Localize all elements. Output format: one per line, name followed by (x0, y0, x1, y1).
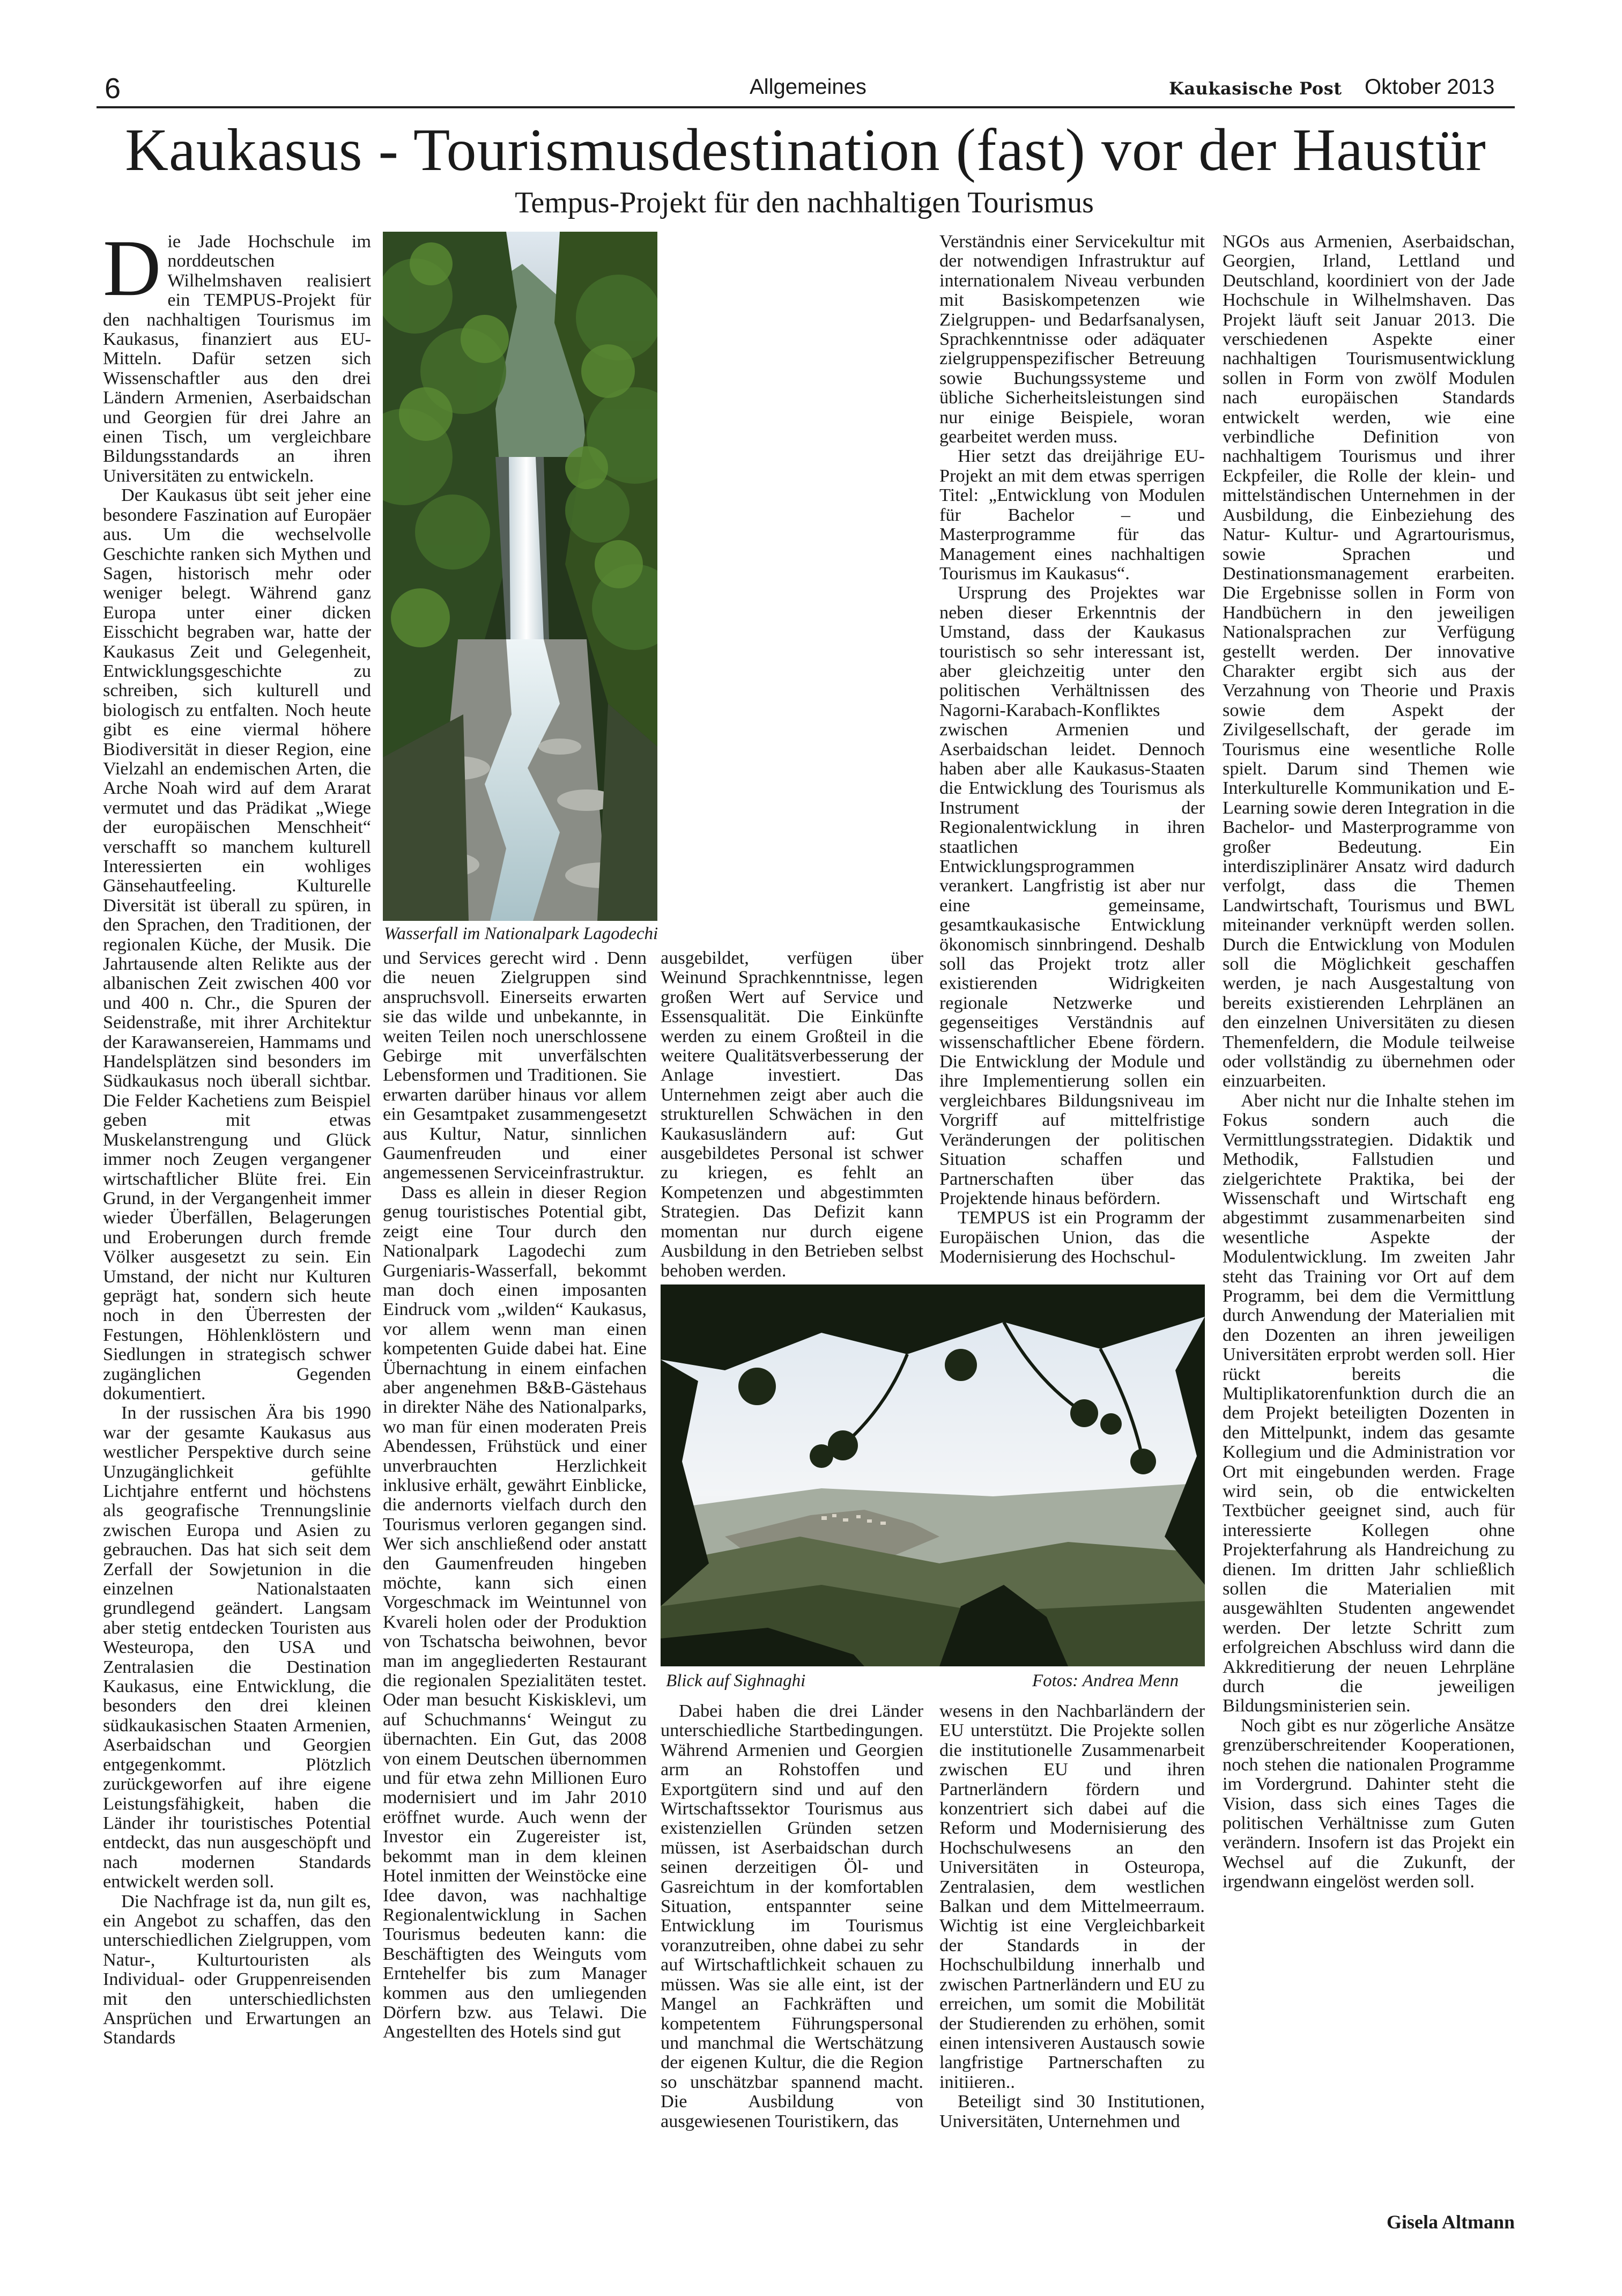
text-column-5 (1223, 232, 1515, 2208)
paragraph: In der russischen Ära bis 1990 war der gesamte Kaukasus aus westlicher Perspektive durch seine Unzugänglichkeit gefühlte Lichtjahre entfernt und höchstens als geografische Trennungslinie zwischen Europa und Asien zu gebrauchen. Das hat sich seit dem Zerfall der Sowjetunion in die einzelnen Nationalstaaten grundlegend geändert. Langsam aber stetig entdecken Touristen aus Westeuropa, den USA und Zentralasien die Destination Kaukasus, eine Entwicklung, die besonders den drei kleinen südkaukasischen Staaten Armenien, Aserbaidschan und Georgien entgegenkommt. Plötzlich zurückgeworfen auf ihre eigene Leistungsfähigkeit, haben die Länder ihr touristisches Potential entdeckt, das nun ausgeschöpft und nach modernen Standards entwickelt werden soll. (103, 1402, 371, 1892)
paragraph: ie Jade Hochschule im norddeutschen Wilhelmshaven realisiert ein TEMPUS-Projekt für den nachhaltigen Tourismus im Kaukasus, finanziert aus EU-Mitteln. Dafür setzen sich Wissenschaftler aus den drei Ländern Armenien, Aserbaidschan und Georgien für drei Jahre an einen Tisch, um vergleichbare Bildungsstandards an ihren Universitäten zu entwickeln. (103, 232, 371, 486)
text-column-4-upper (939, 232, 1205, 1282)
sighnaghi-caption: Blick auf Sighnaghi (666, 1671, 806, 1690)
paragraph: und Services gerecht wird . Denn die neuen Zielgruppen sind anspruchsvoll. Einerseits erwarten sie das wilde und unbekannte, in weiten Teilen noch unerschlossene Gebirge mit unverfälschten Lebensformen und Traditionen. Sie erwarten darüber hinaus vor allem ein Gesamtpaket zusammengesetzt aus Kultur, Natur, sinnlichen Gaumenfreuden und einer angemessenen Serviceinfrastruktur. (383, 948, 647, 1183)
article-subtitle: Tempus-Projekt für den nachhaltigen Tourismus (515, 186, 1094, 219)
author-signature: Gisela Altmann (1386, 2211, 1515, 2233)
drop-cap: D (103, 232, 161, 313)
newspaper-masthead: Kaukasische Post (1169, 78, 1342, 99)
paragraph: Der Kaukasus übt seit jeher eine besondere Faszination auf Europäer aus. Um die wechselvolle Geschichte ranken sich Mythen und Sagen, historisch mehr oder weniger belegt. Während ganz Europa unter einer dicken Eisschicht begraben war, hatte der Kaukasus Zeit und Gelegenheit, Entwicklungsgeschichte zu schreiben, sich kulturell und biologisch zu entfalten. Noch heute gibt es eine viermal höhere Biodiversität in dieser Region, eine Vielzahl an endemischen Arten, die Arche Noah wird auf dem Ararat vermutet und das Prädikat „Wiege der europäischen Menschheit“ verschafft so manchem kulturell Interessierten ein wohliges Gänsehautfeeling. Kulturelle Diversität ist überall zu spüren, in den Sprachen, den Traditionen, der regionalen Küche, der Musik. Die Jahrtausende alten Relikte aus der albanischen Zeit zwischen 400 vor und 400 n. Chr., die Spuren der Seidenstraße, mit ihrer Architektur der Karawansereien, Hammams und Handelsplätzen sind besonders im Südkaukasus noch überall sichtbar. Die Felder Kachetiens zum Beispiel geben mit etwas Muskelanstrengung und Glück immer noch Zeugen vergangener wirtschaftlicher Blüte frei. Ein Grund, in der Vergangenheit immer wieder Überfällen, Belagerungen und Eroberungen durch fremde Völker ausgesetzt zu sein. Ein Umstand, der nicht nur Kulturen geprägt hat, sondern sich heute noch in den Überresten der Festungen, Höhlenklöstern und Siedlungen in strategisch schwer zugänglichen Gegenden dokumentiert. (103, 485, 371, 1404)
paragraph: Hier setzt das dreijährige EU-Projekt an mit dem etwas sperrigen Titel: „Entwicklung von Modulen für Bachelor – und Masterprogramme für das Management eines nachhaltigen Tourismus im Kaukasus“. (939, 446, 1205, 584)
paragraph: Dass es allein in dieser Region genug touristisches Potential gibt, zeigt eine Tour durch den Nationalpark Lagodechi zum Gurgeniaris-Wasserfall, bekommt man doch einen imposanten Eindruck vom „wilden“ Kaukasus, vor allem wenn man einen kompetenten Guide dabei hat. Eine Übernachtung in einem einfachen aber angenehmen B&B-Gästehaus in direkter Nähe des Nationalparks, wo man für einen moderaten Preis Abendessen, Frühstück und einer unverbrauchten Herzlichkeit inklusive erhält, gewährt Einblicke, die andernorts vielfach durch den Tourismus verloren gegangen sind. Wer sich anschließend oder anstatt den Gaumenfreuden hingeben möchte, kann sich einen Vorgeschmack im Weintunnel von Kvareli holen oder der Produktion von Tschatscha beiwohnen, bevor man im angegliederten Restaurant die regionalen Spezialitäten testet. Oder man besucht Kiskisklevi, um auf Schuchmanns‘ Weingut zu übernachten. Ein Gut, das 2008 von einem Deutschen übernommen und für etwa zehn Millionen Euro modernisiert und im Jahr 2010 eröffnet wurde. Auch wenn der Investor ein Zugereister ist, bekommt man in dem kleinen Hotel inmitten der Weinstöcke eine Idee davon, was nachhaltige Regionalentwicklung in Sachen Tourismus bedeuten kann: die Beschäftigten des Weinguts vom Erntehelfer bis zum Manager kommen aus den umliegenden Dörfern bzw. aus Telawi. Die Angestellten des Hotels sind gut (383, 1182, 647, 2042)
paragraph: Dabei haben die drei Länder unterschiedliche Startbedingungen. Während Armenien und Georgien arm an Rohstoffen und Exportgütern sind und auf den Wirtschaftssektor Tourismus aus existenziellen Gründen setzen müssen, ist Aserbaidschan durch seinen derzeitigen Öl- und Gasreichtum in der komfortablen Situation, entspannter seine Entwicklung im Tourismus voranzutreiben, ohne dabei zu sehr auf Wirtschaftlichkeit schauen zu müssen. Was sie alle eint, ist der Mangel an Fachkräften und kompetentem Führungspersonal und manchmal die Wertschätzung der eigenen Kultur, die die Region so unschätzbar spannend macht. Die Ausbildung von ausgewiesenen Touristikern, das (661, 1701, 923, 2131)
article-title: Kaukasus - Tourismusdestination (fast) vor der Haustür (125, 117, 1486, 183)
paragraph: Noch gibt es nur zögerliche Ansätze grenzüberschreitender Kooperationen, noch stehen die nationalen Programme im Vordergrund. Dahinter steht die Vision, dass sich eines Tages die politischen Verhältnisse zum Guten verändern. Insofern ist das Projekt ein Wechsel auf die Zukunft, der irgendwann eingelöst werden soll. (1223, 1715, 1515, 1892)
text-column-4-lower (939, 1701, 1205, 2216)
waterfall-photo (383, 232, 657, 921)
section-name: Allgemeines (750, 75, 866, 99)
issue-date: Oktober 2013 (1365, 75, 1495, 99)
sighnaghi-photo (661, 1284, 1205, 1666)
text-column-1 (103, 232, 371, 2216)
paragraph: Verständnis einer Servicekultur mit der notwendigen Infrastruktur auf internationalem Niveau verbunden mit Basiskompetenzen wie Zielgruppen- und Bedarfsanalysen, Sprachkenntnisse oder adäquater zielgruppenspezifischer Betreuung sowie Buchungssysteme und übliche Sicherheitsleistungen sind nur einige Beispiele, woran gearbeitet werden muss. (939, 232, 1205, 447)
paragraph: Die Nachfrage ist da, nun gilt es, ein Angebot zu schaffen, das den unterschiedlichen Zielgruppen, vom Natur-, Kulturtouristen als Individual- oder Gruppenreisenden mit den unterschiedlichsten Ansprüchen und Erwartungen an Standards (103, 1891, 371, 2048)
paragraph: Ursprung des Projektes war neben dieser Erkenntnis der Umstand, dass der Kaukasus touristisch so sehr interessant ist, aber gleichzeitig unter den politischen Verhältnissen des Nagorni-Karabach-Konfliktes zwischen Armenien und Aserbaidschan leidet. Dennoch haben aber alle Kaukasus-Staaten die Entwicklung des Tourismus als Instrument der Regionalentwicklung in ihren staatlichen Entwicklungsprogrammen verankert. Langfristig ist aber nur eine gemeinsame, gesamtkaukasische Entwicklung ökonomisch sinnbringend. Deshalb soll das Projekt trotz aller existierenden Widrigkeiten regionale Netzwerke und gegenseitiges Verständnis auf wissenschaftlicher Ebene fördern. Die Entwicklung der Module und ihre Implementierung sollen ein vergleichbares Bildungsniveau im Vorgriff auf mittelfristige Veränderungen der politischen Situation schaffen und Partnerschaften über das Projektende hinaus befördern. (939, 582, 1205, 1208)
page-number: 6 (105, 72, 121, 105)
text-column-2 (383, 948, 647, 2214)
paragraph: ausgebildet, verfügen über Weinund Sprachkenntnisse, legen großen Wert auf Service und Essensqualität. Die Einkünfte werden zu einem Großteil in die weitere Qualitätsverbesserung der Anlage investiert. Das Unternehmen zeigt aber auch die strukturellen Schwächen in den Kaukasusländern auf: Gut ausgebildetes Personal ist schwer zu kriegen, es fehlt an Kompetenzen und abgestimmten Strategien. Das Defizit kann momentan nur durch eigene Ausbildung in den Betrieben selbst behoben werden. (661, 948, 923, 1281)
paragraph: TEMPUS ist ein Programm der Europäischen Union, das die Modernisierung des Hochschul- (939, 1207, 1205, 1267)
paragraph: NGOs aus Armenien, Aserbaidschan, Georgien, Irland, Lettland und Deutschland, koordiniert von der Jade Hochschule in Wilhelmshaven. Das Projekt läuft seit Januar 2013. Die verschiedenen Aspekte einer nachhaltigen Tourismusentwicklung sollen in Form von zwölf Modulen nach europäischen Standards entwickelt werden, wie eine verbindliche Definition von nachhaltigem Tourismus und ihrer Eckpfeiler, die Rolle der klein- und mittelständischen Unternehmen in der Ausbildung, die Einbeziehung des Natur- Kultur- und Agrartourismus, sowie Sprachen und Destinationsmanagement erarbeiten. Die Ergebnisse sollen in Form von Handbüchern in den jeweiligen Nationalsprachen zur Verfügung gestellt werden. Der innovative Charakter ergibt sich aus der Verzahnung von Theorie und Praxis sowie dem Aspekt der Zivilgesellschaft, der gerade im Tourismus eine wesentliche Rolle spielt. Darum sind Themen wie Interkulturelle Kommunikation und E-Learning sowie deren Integration in die Bachelor- und Masterprogramme von großer Bedeutung. Ein interdisziplinärer Ansatz wird dadurch verfolgt, dass die Themen Landwirtschaft, Tourismus und BWL miteinander verknüpft werden sollen. Durch die Entwicklung von Modulen soll die Möglichkeit geschaffen werden, je nach Ausgestaltung von bereits existierenden Lehrplänen an den einzelnen Universitäten zu diesen Themenfeldern, die Module teilweise oder vollständig zu übernehmen oder einzuarbeiten. (1223, 232, 1515, 1091)
header-rule (97, 106, 1515, 108)
paragraph: Aber nicht nur die Inhalte stehen im Fokus sondern auch die Vermittlungsstrategien. Didaktik und Methodik, Fallstudien und zielgerichtete Praktika, bei der Wissenschaft und Wirtschaft eng abgestimmt zusammenarbeiten sind wesentliche Aspekte der Modulentwicklung. Im zweiten Jahr steht das Training vor Ort auf dem Programm, bei dem die Vermittlung durch Anwendung der Materialien mit den Dozenten an ihren jeweiligen Universitäten erprobt werden soll. Hier rückt bereits die Multiplikatorenfunktion durch die an dem Projekt beteiligten Dozenten in den Mittelpunkt, indem das gesamte Kollegium und die Administration vor Ort mit eingebunden werden. Frage wird sein, ob die entwickelten Textbücher geeignet sind, auch für interessierte Kollegen ohne Projekterfahrung als Handreichung zu dienen. Im dritten Jahr schließlich sollen die Materialien mit ausgewählten Studenten angewendet werden. Der letzte Schritt zum erfolgreichen Abschluss wird dann die Akkreditierung der neuen Lehrpläne durch die jeweiligen Bildungsministerien sein. (1223, 1090, 1515, 1716)
paragraph: wesens in den Nachbarländern der EU unterstützt. Die Projekte sollen die institutionelle Zusammenarbeit zwischen EU und ihren Partnerländern fördern und konzentriert sich dabei auf die Reform und Modernisierung des Hochschulwesens an den Universitäten in Osteuropa, Zentralasien, dem westlichen Balkan und dem Mittelmeerraum. Wichtig ist eine Vergleichbarkeit der Standards in der Hochschulbildung innerhalb und zwischen Partnerländern und EU zu erreichen, um somit die Mobilität der Studierenden zu erhöhen, somit einen intensiveren Austausch sowie langfristige Partnerschaften zu initiieren.. (939, 1701, 1205, 2092)
text-column-3-upper (661, 948, 923, 1281)
waterfall-caption: Wasserfall im Nationalpark Lagodechi (384, 924, 658, 943)
text-column-3-lower (661, 1701, 923, 2216)
paragraph: Beteiligt sind 30 Institutionen, Universitäten, Unternehmen und (939, 2091, 1205, 2131)
photo-credit: Fotos: Andrea Menn (1032, 1671, 1179, 1690)
